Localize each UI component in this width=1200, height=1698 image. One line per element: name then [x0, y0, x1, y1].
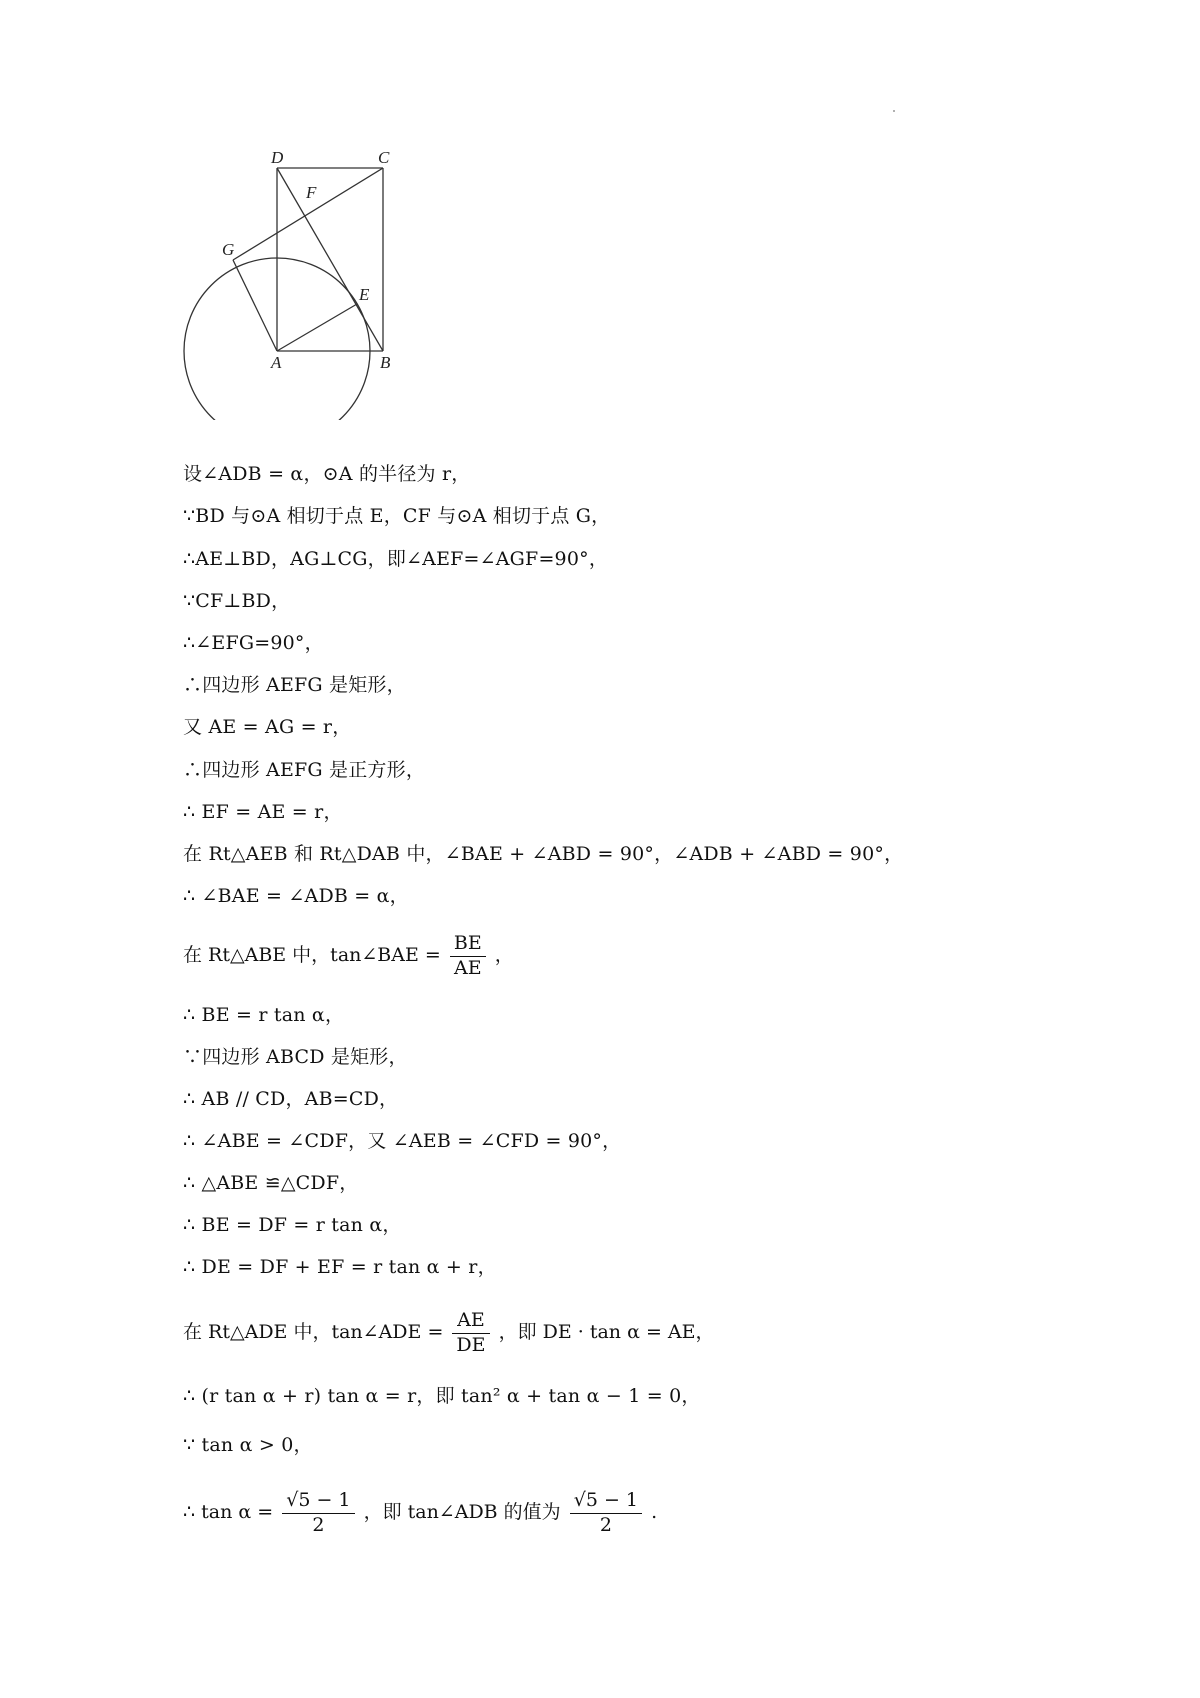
- step-line: ∵四边形 ABCD 是矩形，: [183, 1046, 408, 1068]
- step-line: ∴ ∠ABE = ∠CDF，又 ∠AEB = ∠CFD = 90°，: [183, 1130, 622, 1152]
- step-line: ∴四边形 AEFG 是正方形，: [183, 759, 426, 781]
- step-line: ∴ AB // CD，AB=CD，: [183, 1088, 399, 1110]
- step-line-fraction: ∴ tan α = $\frac{√5 - 1}{2}$ ，即 tan∠ADB 的值为 $\frac{√5 - 1}{2}$ .: [183, 1488, 658, 1536]
- step-line-fraction: 在 Rt△ADE 中，tan∠ADE = $\frac{AE}{DE}$ ，即 DE · tan α = AE，: [183, 1308, 715, 1356]
- fraction: $\frac{BE}{AE}$: [450, 933, 486, 980]
- stray-mark: [893, 110, 895, 112]
- fraction: $\frac{AE}{DE}$: [452, 1310, 489, 1357]
- step-line: 在 Rt△AEB 和 Rt△DAB 中，∠BAE + ∠ABD = 90°，∠ADB + ∠ABD = 90°，: [183, 843, 904, 865]
- label-e: E: [359, 285, 370, 304]
- fraction: $\frac{√5 - 1}{2}$: [282, 1490, 354, 1537]
- label-b: B: [380, 353, 391, 372]
- step-line: 又 AE = AG = r，: [183, 716, 352, 738]
- segment-ae: [277, 304, 357, 351]
- step-line: ∴四边形 AEFG 是矩形，: [183, 674, 406, 696]
- step-line: ∵BD 与⊙A 相切于点 E，CF 与⊙A 相切于点 G，: [183, 505, 611, 527]
- step-line: ∴ ∠BAE = ∠ADB = α，: [183, 885, 409, 907]
- label-c: C: [378, 148, 390, 167]
- step-line: ∴ BE = r tan α，: [183, 1004, 345, 1026]
- step-line: ∴ △ABE ≌△CDF，: [183, 1172, 359, 1194]
- segment-ag: [233, 260, 277, 351]
- step-line: ∴∠EFG=90°，: [183, 632, 324, 654]
- step-line-fraction: 在 Rt△ABE 中，tan∠BAE = $\frac{BE}{AE}$ ，: [183, 931, 514, 979]
- segment-cg: [233, 168, 383, 260]
- step-line: ∴AE⊥BD，AG⊥CG，即∠AEF=∠AGF=90°，: [183, 548, 609, 570]
- label-g: G: [222, 240, 235, 259]
- label-a: A: [271, 353, 282, 372]
- step-line: 设∠ADB = α，⊙A 的半径为 r，: [183, 463, 471, 485]
- step-line: ∵ tan α > 0，: [183, 1434, 313, 1456]
- step-line: ∴ EF = AE = r，: [183, 801, 343, 823]
- label-f: F: [306, 183, 317, 202]
- fraction: $\frac{√5 - 1}{2}$: [570, 1490, 642, 1537]
- label-d: D: [271, 148, 284, 167]
- step-line: ∴ DE = DF + EF = r tan α + r，: [183, 1256, 497, 1278]
- geometry-figure: [175, 140, 415, 420]
- step-line: ∴ (r tan α + r) tan α = r，即 tan² α + tan α − 1 = 0，: [183, 1385, 701, 1407]
- step-line: ∵CF⊥BD，: [183, 590, 291, 612]
- step-line: ∴ BE = DF = r tan α，: [183, 1214, 402, 1236]
